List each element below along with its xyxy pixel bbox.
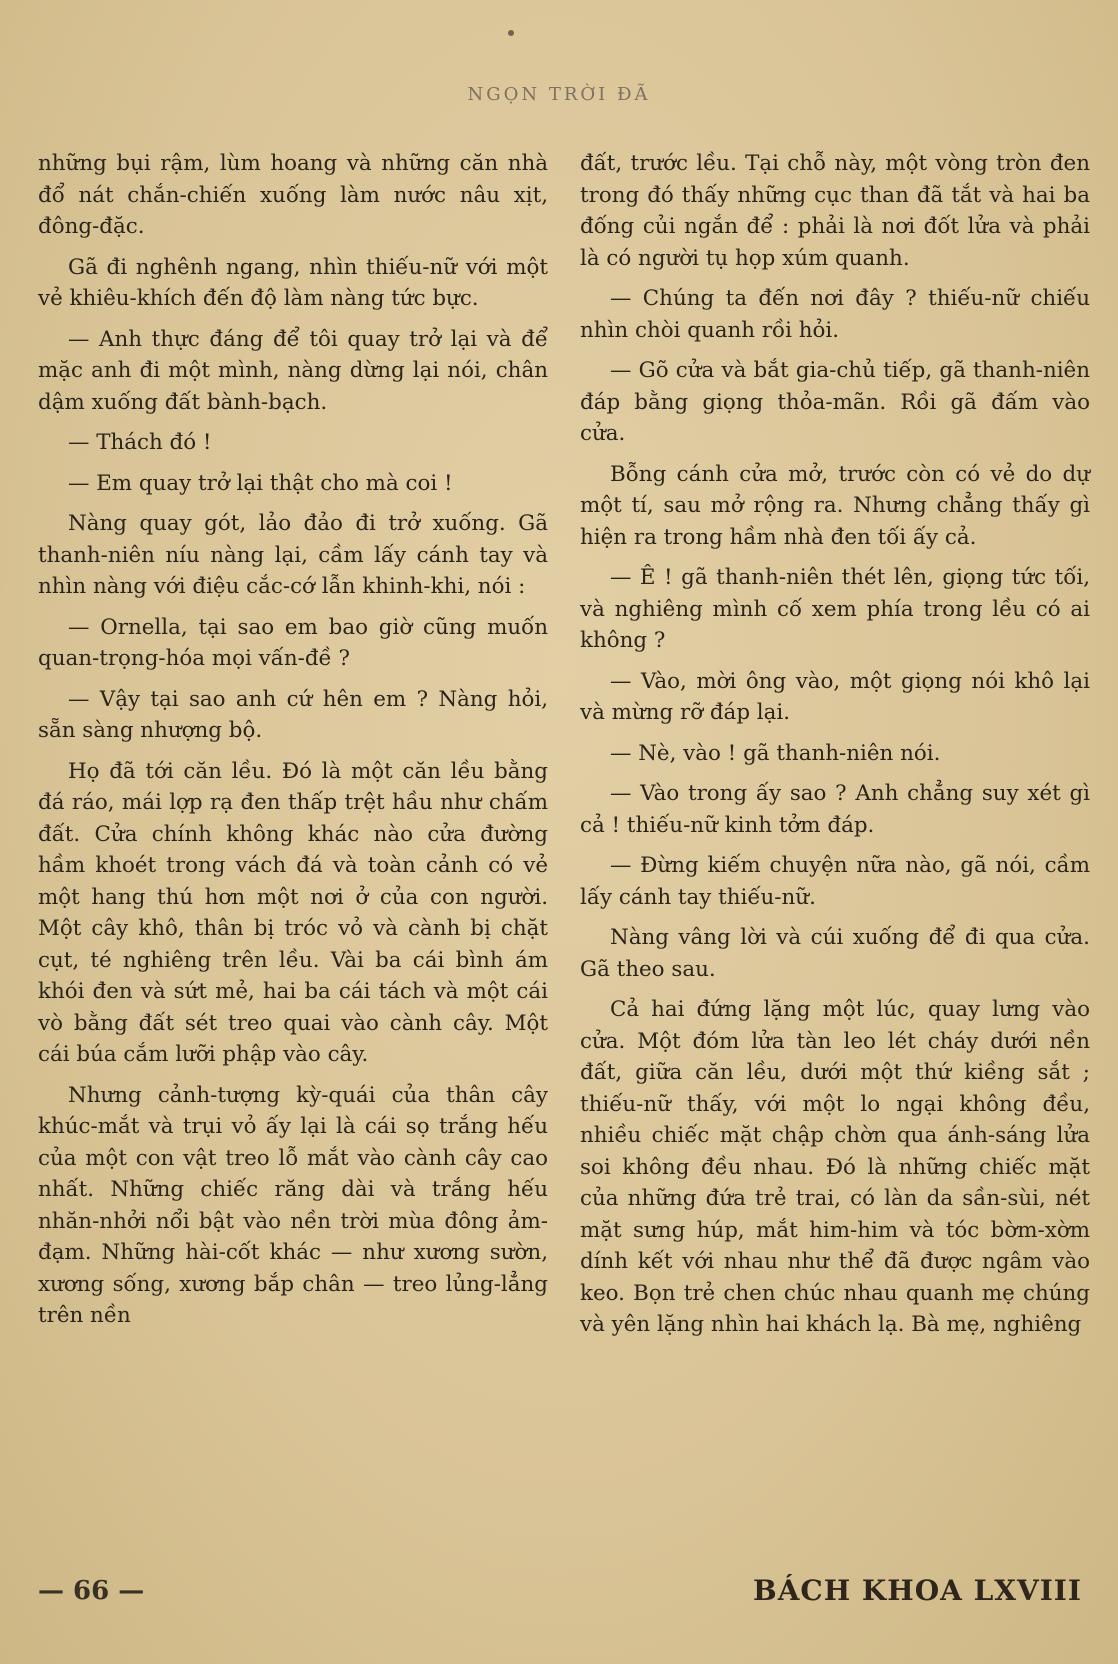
paragraph: — Nè, vào ! gã thanh-niên nói. xyxy=(610,740,941,766)
paragraph: Nàng vâng lời và cúi xuống để đi qua cửa. Gã theo sau. xyxy=(580,925,1090,982)
paragraph: Họ đã tới căn lều. Đó là một căn lều bằng đá ráo, mái lợp rạ đen thấp trệt hầu như chấm đất. Cửa chính không khác nào cửa đường hầm khoét trong vách đá và toàn cảnh có vẻ một hang thú hơn một nơi ở của con người. Một cây khô, thân bị tróc vỏ và cành bị chặt cụt, té nghiêng trên lều. Vài ba cái bình ám khói đen và sứt mẻ, hai ba cái tách và một cái vò bằng đất sét treo quai vào cành cây. Một cái búa cắm lưỡi phập vào cây. xyxy=(38,758,548,1067)
paragraph: — Vậy tại sao anh cứ hên em ? Nàng hỏi, sẵn sàng nhượng bộ. xyxy=(38,686,548,743)
paragraph: — Em quay trở lại thật cho mà coi ! xyxy=(68,470,453,496)
paragraph: — Gõ cửa và bắt gia-chủ tiếp, gã thanh-niên đáp bằng giọng thỏa-mãn. Rồi gã đấm vào cửa. xyxy=(580,358,1090,446)
paragraph: — Thách đó ! xyxy=(68,430,212,455)
paragraph: Cả hai đứng lặng một lúc, quay lưng vào cửa. Một đóm lửa tàn leo lét cháy dưới nền đất, giữa căn lều, dưới một thứ kiềng sắt ; thiếu-nữ thấy, với một lo ngại không đều, nhiều chiếc mặt chập chờn qua ánh-sáng lửa soi không đều nhau. Đó là những chiếc mặt của những đứa trẻ trai, có làn da sần-sùi, nét mặt sưng húp, mắt him-him và tóc bờm-xờm dính kết với nhau như thể đã được ngâm vào keo. Bọn trẻ chen chúc nhau quanh mẹ chúng và yên lặng nhìn hai khách lạ. Bà mẹ, nghiêng xyxy=(580,997,1090,1337)
paragraph: — Ê ! gã thanh-niên thét lên, giọng tức tối, và nghiêng mình cố xem phía trong lều có ai không ? xyxy=(580,565,1090,653)
journal-name: BÁCH KHOA LXVIII xyxy=(753,1574,1082,1607)
paragraph: — Vào, mời ông vào, một giọng nói khô lại và mừng rỡ đáp lại. xyxy=(580,668,1090,725)
paragraph: Bỗng cánh cửa mở, trước còn có vẻ do dự một tí, sau mở rộng ra. Nhưng chẳng thấy gì hiện ra trong hầm nhà đen tối ấy cả. xyxy=(580,461,1090,550)
header-ornament xyxy=(508,30,514,36)
paragraph: — Vào trong ấy sao ? Anh chẳng suy xét gì cả ! thiếu-nữ kinh tởm đáp. xyxy=(580,781,1090,838)
paragraph: — Đừng kiếm chuyện nữa nào, gã nói, cầm lấy cánh tay thiếu-nữ. xyxy=(580,853,1090,910)
paragraph: đất, trước lều. Tại chỗ này, một vòng tròn đen trong đó thấy những cục than đã tắt và hai ba đống củi ngắn để : phải là nơi đốt lửa và phải là có người tụ họp xúm quanh. xyxy=(580,151,1090,271)
paragraph: Nhưng cảnh-tượng kỳ-quái của thân cây khúc-mắt và trụi vỏ ấy lại là cái sọ trắng hếu của một con vật treo lỗ mắt vào cành cây cao nhất. Những chiếc răng dài và trắng hếu nhăn-nhởi nổi bật vào nền trời mùa đông ảm-đạm. Những hài-cốt khác — như xương sườn, xương sống, xương bắp chân — treo lủng-lẳng trên nền xyxy=(38,1082,548,1328)
left-column xyxy=(38,148,548,1341)
running-head: NGỌN TRỜI ĐÃ xyxy=(467,84,651,105)
paragraph: — Chúng ta đến nơi đây ? thiếu-nữ chiếu nhìn chòi quanh rồi hỏi. xyxy=(580,286,1090,343)
paragraph: — Anh thực đáng để tôi quay trở lại và để mặc anh đi một mình, nàng dừng lại nói, chân dậm xuống đất bành-bạch. xyxy=(38,326,548,415)
paragraph: — Ornella, tại sao em bao giờ cũng muốn quan-trọng-hóa mọi vấn-đề ? xyxy=(38,614,548,671)
paragraph: những bụi rậm, lùm hoang và những căn nhà đổ nát chắn-chiến xuống làm nước nâu xịt, đông-đặc. xyxy=(38,151,548,239)
page-number: — 66 — xyxy=(38,1576,145,1606)
paragraph: Nàng quay gót, lảo đảo đi trở xuống. Gã thanh-niên níu nàng lại, cầm lấy cánh tay và nhìn nàng với điệu cắc-cớ lẫn khinh-khi, nói : xyxy=(38,511,548,599)
paragraph: Gã đi nghênh ngang, nhìn thiếu-nữ với một vẻ khiêu-khích đến độ làm nàng tức bực. xyxy=(38,254,548,311)
right-column xyxy=(580,148,1090,1350)
